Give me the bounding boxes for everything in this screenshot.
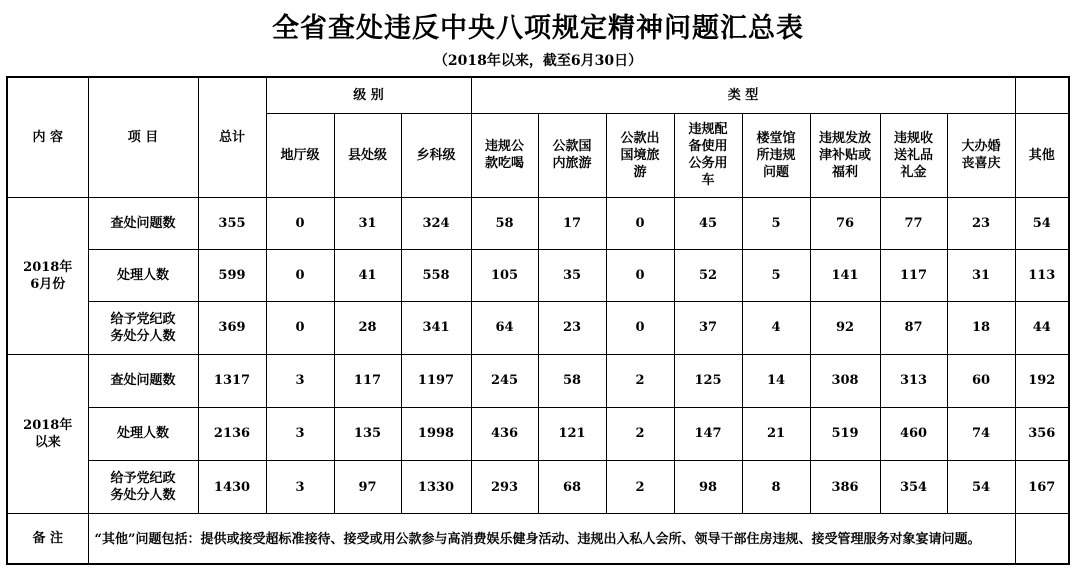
cell-value: 147 xyxy=(674,407,742,460)
cell-value: 293 xyxy=(471,461,538,514)
header-row-1 xyxy=(7,77,1069,113)
group-label: 2018年6月份 xyxy=(7,197,88,354)
cell-value: 41 xyxy=(334,250,401,302)
row-item: 处理人数 xyxy=(88,407,198,460)
cell-value: 599 xyxy=(198,250,266,302)
cell-value: 313 xyxy=(880,354,947,407)
cell-value: 87 xyxy=(880,302,947,354)
cell-value: 1430 xyxy=(198,461,266,514)
cell-value: 192 xyxy=(1015,354,1069,407)
cell-value: 58 xyxy=(538,354,606,407)
cell-value: 3 xyxy=(266,407,334,460)
row-item: 给予党纪政务处分人数 xyxy=(88,461,198,514)
cell-value: 52 xyxy=(674,250,742,302)
cell-value: 35 xyxy=(538,250,606,302)
cell-value: 5 xyxy=(742,250,810,302)
table-row xyxy=(7,197,1069,249)
header-type: 违规配备使用公务用车 xyxy=(674,113,742,197)
table-row xyxy=(7,407,1069,460)
cell-value: 1197 xyxy=(401,354,471,407)
cell-value: 558 xyxy=(401,250,471,302)
cell-value: 74 xyxy=(947,407,1015,460)
header-level: 地厅级 xyxy=(266,113,334,197)
page-title: 全省查处违反中央八项规定精神问题汇总表 xyxy=(272,13,804,44)
cell-value: 141 xyxy=(810,250,880,302)
cell-value: 3 xyxy=(266,354,334,407)
cell-value: 2 xyxy=(606,407,674,460)
cell-value: 44 xyxy=(1015,302,1069,354)
header-type: 楼堂馆所违规问题 xyxy=(742,113,810,197)
cell-value: 18 xyxy=(947,302,1015,354)
cell-value: 0 xyxy=(266,302,334,354)
header-total: 总计 xyxy=(198,77,266,197)
cell-value: 2136 xyxy=(198,407,266,460)
cell-value: 23 xyxy=(947,197,1015,249)
row-item: 查处问题数 xyxy=(88,197,198,249)
cell-value: 0 xyxy=(606,250,674,302)
cell-value: 2 xyxy=(606,461,674,514)
cell-value: 54 xyxy=(947,461,1015,514)
cell-value: 58 xyxy=(471,197,538,249)
cell-value: 356 xyxy=(1015,407,1069,460)
cell-value: 167 xyxy=(1015,461,1069,514)
cell-value: 436 xyxy=(471,407,538,460)
cell-value: 92 xyxy=(810,302,880,354)
cell-value: 37 xyxy=(674,302,742,354)
cell-value: 5 xyxy=(742,197,810,249)
header-type: 公款国内旅游 xyxy=(538,113,606,197)
note-text: “其他”问题包括：提供或接受超标准接待、接受或用公款参与高消费娱乐健身活动、违规出入私人会所、领导干部住房违规、接受管理服务对象宴请问题。 xyxy=(88,514,1015,564)
cell-value: 1998 xyxy=(401,407,471,460)
header-type: 违规公款吃喝 xyxy=(471,113,538,197)
page-subtitle: （2018年以来，截至6月30日） xyxy=(433,53,643,69)
row-item: 处理人数 xyxy=(88,250,198,302)
cell-value: 2 xyxy=(606,354,674,407)
header-type: 违规收送礼品礼金 xyxy=(880,113,947,197)
cell-value: 369 xyxy=(198,302,266,354)
cell-value: 98 xyxy=(674,461,742,514)
cell-value: 135 xyxy=(334,407,401,460)
cell-value: 113 xyxy=(1015,250,1069,302)
cell-value: 125 xyxy=(674,354,742,407)
header-type: 其他 xyxy=(1015,113,1069,197)
cell-value: 77 xyxy=(880,197,947,249)
table-row xyxy=(7,354,1069,407)
cell-value: 23 xyxy=(538,302,606,354)
header-type: 违规发放津补贴或福利 xyxy=(810,113,880,197)
cell-value: 121 xyxy=(538,407,606,460)
table-row xyxy=(7,302,1069,354)
cell-value: 324 xyxy=(401,197,471,249)
cell-value: 460 xyxy=(880,407,947,460)
cell-value: 386 xyxy=(810,461,880,514)
cell-value: 355 xyxy=(198,197,266,249)
table-row xyxy=(7,461,1069,514)
header-level-group: 级 别 xyxy=(266,77,471,113)
cell-value: 31 xyxy=(947,250,1015,302)
header-level: 乡科级 xyxy=(401,113,471,197)
header-type: 大办婚丧喜庆 xyxy=(947,113,1015,197)
cell-value: 68 xyxy=(538,461,606,514)
header-content: 内 容 xyxy=(7,77,88,197)
cell-value: 1330 xyxy=(401,461,471,514)
group-label: 2018年以来 xyxy=(7,354,88,514)
header-type-group: 类 型 xyxy=(471,77,1015,113)
cell-value: 8 xyxy=(742,461,810,514)
header-type: 公款出国境旅游 xyxy=(606,113,674,197)
cell-value: 28 xyxy=(334,302,401,354)
header-item: 项 目 xyxy=(88,77,198,197)
cell-value: 60 xyxy=(947,354,1015,407)
cell-value: 54 xyxy=(1015,197,1069,249)
cell-value: 3 xyxy=(266,461,334,514)
row-item: 查处问题数 xyxy=(88,354,198,407)
cell-value: 117 xyxy=(880,250,947,302)
cell-value: 14 xyxy=(742,354,810,407)
summary-table xyxy=(6,76,1070,565)
header-level: 县处级 xyxy=(334,113,401,197)
cell-value: 31 xyxy=(334,197,401,249)
cell-value: 0 xyxy=(266,250,334,302)
cell-value: 245 xyxy=(471,354,538,407)
cell-value: 45 xyxy=(674,197,742,249)
note-row xyxy=(7,514,1069,564)
note-label: 备 注 xyxy=(7,514,88,564)
cell-value: 4 xyxy=(742,302,810,354)
cell-value: 0 xyxy=(266,197,334,249)
cell-value: 105 xyxy=(471,250,538,302)
cell-value: 76 xyxy=(810,197,880,249)
cell-value: 341 xyxy=(401,302,471,354)
cell-value: 354 xyxy=(880,461,947,514)
cell-value: 308 xyxy=(810,354,880,407)
cell-value: 97 xyxy=(334,461,401,514)
cell-value: 519 xyxy=(810,407,880,460)
cell-value: 1317 xyxy=(198,354,266,407)
row-item: 给予党纪政务处分人数 xyxy=(88,302,198,354)
cell-value: 117 xyxy=(334,354,401,407)
cell-value: 21 xyxy=(742,407,810,460)
cell-value: 0 xyxy=(606,302,674,354)
cell-value: 64 xyxy=(471,302,538,354)
cell-value: 0 xyxy=(606,197,674,249)
cell-value: 17 xyxy=(538,197,606,249)
table-row xyxy=(7,250,1069,302)
